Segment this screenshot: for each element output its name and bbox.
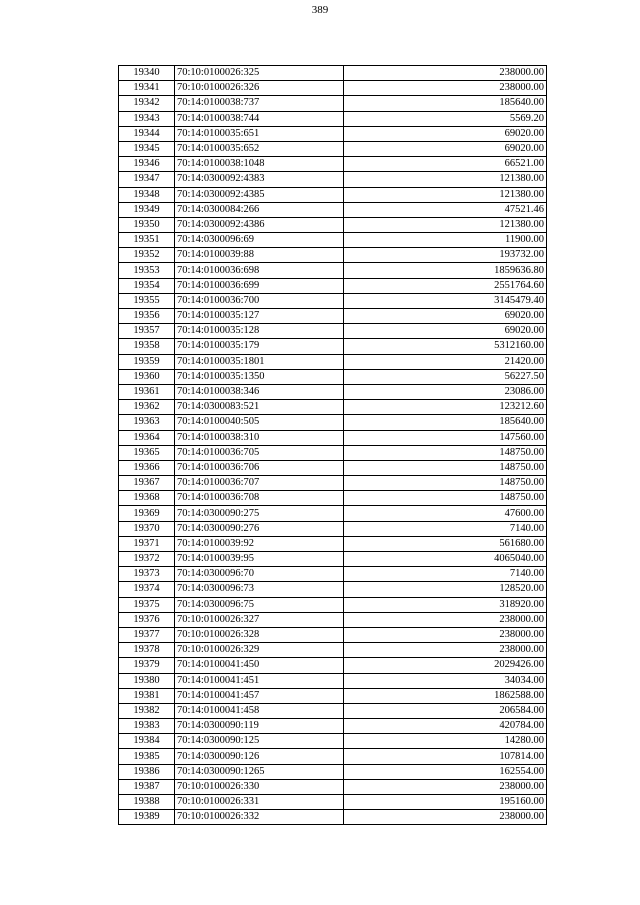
value-cell: 7140.00 (344, 567, 547, 582)
table-row (119, 430, 547, 445)
row-number-cell: 19358 (119, 339, 175, 354)
row-number-cell: 19362 (119, 400, 175, 415)
value-cell: 69020.00 (344, 309, 547, 324)
value-cell: 148750.00 (344, 476, 547, 491)
table-row (119, 521, 547, 536)
cadastral-number-cell: 70:10:0100026:325 (175, 66, 344, 81)
value-cell: 4065040.00 (344, 552, 547, 567)
table-row (119, 506, 547, 521)
row-number-cell: 19356 (119, 309, 175, 324)
row-number-cell: 19345 (119, 141, 175, 156)
row-number-cell: 19350 (119, 217, 175, 232)
table-row (119, 354, 547, 369)
row-number-cell: 19347 (119, 172, 175, 187)
value-cell: 2551764.60 (344, 278, 547, 293)
table-row (119, 658, 547, 673)
cadastral-number-cell: 70:14:0100040:505 (175, 415, 344, 430)
row-number-cell: 19379 (119, 658, 175, 673)
cadastral-number-cell: 70:10:0100026:331 (175, 795, 344, 810)
cadastral-number-cell: 70:14:0300096:73 (175, 582, 344, 597)
value-cell: 148750.00 (344, 460, 547, 475)
table-row (119, 476, 547, 491)
row-number-cell: 19386 (119, 764, 175, 779)
cadastral-number-cell: 70:14:0300092:4385 (175, 187, 344, 202)
cadastral-number-cell: 70:14:0100036:700 (175, 293, 344, 308)
row-number-cell: 19365 (119, 445, 175, 460)
row-number-cell: 19340 (119, 66, 175, 81)
table-row (119, 141, 547, 156)
row-number-cell: 19369 (119, 506, 175, 521)
table-row (119, 217, 547, 232)
row-number-cell: 19346 (119, 157, 175, 172)
table-row (119, 263, 547, 278)
table-row (119, 703, 547, 718)
value-cell: 561680.00 (344, 536, 547, 551)
value-cell: 148750.00 (344, 445, 547, 460)
cadastral-number-cell: 70:14:0100038:744 (175, 111, 344, 126)
table-row (119, 369, 547, 384)
row-number-cell: 19363 (119, 415, 175, 430)
table-row (119, 172, 547, 187)
value-cell: 69020.00 (344, 324, 547, 339)
cadastral-number-cell: 70:14:0100041:451 (175, 673, 344, 688)
cadastral-number-cell: 70:14:0100036:699 (175, 278, 344, 293)
table-row (119, 126, 547, 141)
value-cell: 318920.00 (344, 597, 547, 612)
row-number-cell: 19383 (119, 719, 175, 734)
value-cell: 5569.20 (344, 111, 547, 126)
cadastral-number-cell: 70:14:0100039:88 (175, 248, 344, 263)
value-cell: 69020.00 (344, 126, 547, 141)
row-number-cell: 19352 (119, 248, 175, 263)
value-cell: 3145479.40 (344, 293, 547, 308)
cadastral-number-cell: 70:14:0300090:126 (175, 749, 344, 764)
cadastral-number-cell: 70:14:0300096:69 (175, 233, 344, 248)
row-number-cell: 19349 (119, 202, 175, 217)
table-row (119, 810, 547, 825)
cadastral-number-cell: 70:10:0100026:327 (175, 612, 344, 627)
row-number-cell: 19373 (119, 567, 175, 582)
value-cell: 14280.00 (344, 734, 547, 749)
table-row (119, 795, 547, 810)
cadastral-number-cell: 70:14:0100035:179 (175, 339, 344, 354)
cadastral-number-cell: 70:14:0100041:457 (175, 688, 344, 703)
table-row (119, 415, 547, 430)
value-cell: 23086.00 (344, 384, 547, 399)
table-row (119, 627, 547, 642)
value-cell: 238000.00 (344, 779, 547, 794)
value-cell: 238000.00 (344, 810, 547, 825)
cadastral-number-cell: 70:14:0300092:4383 (175, 172, 344, 187)
cadastral-number-cell: 70:14:0100035:1350 (175, 369, 344, 384)
value-cell: 121380.00 (344, 217, 547, 232)
table-row (119, 673, 547, 688)
value-cell: 21420.00 (344, 354, 547, 369)
table-row (119, 157, 547, 172)
table-row (119, 491, 547, 506)
table-row (119, 734, 547, 749)
row-number-cell: 19366 (119, 460, 175, 475)
row-number-cell: 19384 (119, 734, 175, 749)
row-number-cell: 19368 (119, 491, 175, 506)
table-row (119, 324, 547, 339)
value-cell: 185640.00 (344, 415, 547, 430)
cadastral-number-cell: 70:14:0100036:706 (175, 460, 344, 475)
row-number-cell: 19354 (119, 278, 175, 293)
row-number-cell: 19378 (119, 643, 175, 658)
row-number-cell: 19380 (119, 673, 175, 688)
cadastral-number-cell: 70:14:0300090:125 (175, 734, 344, 749)
cadastral-number-cell: 70:14:0300084:266 (175, 202, 344, 217)
cadastral-number-cell: 70:14:0100041:450 (175, 658, 344, 673)
cadastral-number-cell: 70:14:0100038:310 (175, 430, 344, 445)
value-cell: 7140.00 (344, 521, 547, 536)
value-cell: 66521.00 (344, 157, 547, 172)
value-cell: 147560.00 (344, 430, 547, 445)
value-cell: 193732.00 (344, 248, 547, 263)
value-cell: 238000.00 (344, 627, 547, 642)
cadastral-number-cell: 70:14:0100036:705 (175, 445, 344, 460)
value-cell: 121380.00 (344, 187, 547, 202)
row-number-cell: 19389 (119, 810, 175, 825)
row-number-cell: 19371 (119, 536, 175, 551)
table-row (119, 582, 547, 597)
cadastral-number-cell: 70:14:0300090:276 (175, 521, 344, 536)
value-cell: 206584.00 (344, 703, 547, 718)
value-cell: 47600.00 (344, 506, 547, 521)
table-row (119, 81, 547, 96)
row-number-cell: 19367 (119, 476, 175, 491)
cadastral-number-cell: 70:14:0300092:4386 (175, 217, 344, 232)
table-row (119, 400, 547, 415)
table-row (119, 552, 547, 567)
cadastral-number-cell: 70:14:0100035:128 (175, 324, 344, 339)
table-row (119, 643, 547, 658)
table-row (119, 66, 547, 81)
table-row (119, 749, 547, 764)
value-cell: 162554.00 (344, 764, 547, 779)
table-row (119, 688, 547, 703)
value-cell: 238000.00 (344, 81, 547, 96)
cadastral-number-cell: 70:14:0100038:737 (175, 96, 344, 111)
cadastral-number-cell: 70:14:0100035:1801 (175, 354, 344, 369)
row-number-cell: 19353 (119, 263, 175, 278)
cadastral-number-cell: 70:14:0300090:275 (175, 506, 344, 521)
cadastral-number-cell: 70:10:0100026:330 (175, 779, 344, 794)
value-cell: 107814.00 (344, 749, 547, 764)
value-cell: 69020.00 (344, 141, 547, 156)
value-cell: 128520.00 (344, 582, 547, 597)
row-number-cell: 19382 (119, 703, 175, 718)
cadastral-number-cell: 70:14:0300090:1265 (175, 764, 344, 779)
row-number-cell: 19385 (119, 749, 175, 764)
table-row (119, 187, 547, 202)
value-cell: 148750.00 (344, 491, 547, 506)
value-cell: 56227.50 (344, 369, 547, 384)
value-cell: 5312160.00 (344, 339, 547, 354)
table-row (119, 460, 547, 475)
cadastral-number-cell: 70:14:0300096:75 (175, 597, 344, 612)
row-number-cell: 19381 (119, 688, 175, 703)
value-cell: 11900.00 (344, 233, 547, 248)
table-row (119, 764, 547, 779)
value-cell: 238000.00 (344, 612, 547, 627)
row-number-cell: 19370 (119, 521, 175, 536)
value-cell: 195160.00 (344, 795, 547, 810)
row-number-cell: 19351 (119, 233, 175, 248)
row-number-cell: 19377 (119, 627, 175, 642)
cadastral-number-cell: 70:14:0100036:708 (175, 491, 344, 506)
row-number-cell: 19360 (119, 369, 175, 384)
row-number-cell: 19344 (119, 126, 175, 141)
row-number-cell: 19359 (119, 354, 175, 369)
row-number-cell: 19376 (119, 612, 175, 627)
row-number-cell: 19388 (119, 795, 175, 810)
cadastral-number-cell: 70:14:0300083:521 (175, 400, 344, 415)
row-number-cell: 19372 (119, 552, 175, 567)
value-cell: 47521.46 (344, 202, 547, 217)
registry-table (118, 65, 547, 825)
table-row (119, 293, 547, 308)
value-cell: 1862588.00 (344, 688, 547, 703)
cadastral-number-cell: 70:10:0100026:328 (175, 627, 344, 642)
cadastral-number-cell: 70:14:0100041:458 (175, 703, 344, 718)
cadastral-number-cell: 70:14:0300090:119 (175, 719, 344, 734)
value-cell: 185640.00 (344, 96, 547, 111)
cadastral-number-cell: 70:10:0100026:332 (175, 810, 344, 825)
table-row (119, 111, 547, 126)
cadastral-number-cell: 70:10:0100026:329 (175, 643, 344, 658)
row-number-cell: 19355 (119, 293, 175, 308)
cadastral-number-cell: 70:14:0100035:651 (175, 126, 344, 141)
value-cell: 123212.60 (344, 400, 547, 415)
table-row (119, 248, 547, 263)
table-row (119, 96, 547, 111)
value-cell: 238000.00 (344, 643, 547, 658)
row-number-cell: 19364 (119, 430, 175, 445)
table-row (119, 719, 547, 734)
cadastral-number-cell: 70:14:0100038:1048 (175, 157, 344, 172)
page-number: 389 (311, 4, 329, 16)
table-row (119, 612, 547, 627)
row-number-cell: 19343 (119, 111, 175, 126)
row-number-cell: 19361 (119, 384, 175, 399)
value-cell: 238000.00 (344, 66, 547, 81)
cadastral-number-cell: 70:14:0300096:70 (175, 567, 344, 582)
table-row (119, 445, 547, 460)
value-cell: 2029426.00 (344, 658, 547, 673)
registry-table-body (119, 66, 547, 825)
row-number-cell: 19357 (119, 324, 175, 339)
row-number-cell: 19374 (119, 582, 175, 597)
table-row (119, 202, 547, 217)
row-number-cell: 19375 (119, 597, 175, 612)
table-row (119, 567, 547, 582)
cadastral-number-cell: 70:14:0100035:652 (175, 141, 344, 156)
row-number-cell: 19387 (119, 779, 175, 794)
table-row (119, 339, 547, 354)
cadastral-number-cell: 70:14:0100036:698 (175, 263, 344, 278)
table-row (119, 233, 547, 248)
table-row (119, 779, 547, 794)
cadastral-number-cell: 70:10:0100026:326 (175, 81, 344, 96)
value-cell: 1859636.80 (344, 263, 547, 278)
row-number-cell: 19342 (119, 96, 175, 111)
row-number-cell: 19348 (119, 187, 175, 202)
table-row (119, 384, 547, 399)
cadastral-number-cell: 70:14:0100038:346 (175, 384, 344, 399)
cadastral-number-cell: 70:14:0100036:707 (175, 476, 344, 491)
table-row (119, 278, 547, 293)
value-cell: 34034.00 (344, 673, 547, 688)
value-cell: 420784.00 (344, 719, 547, 734)
table-row (119, 536, 547, 551)
row-number-cell: 19341 (119, 81, 175, 96)
cadastral-number-cell: 70:14:0100039:95 (175, 552, 344, 567)
cadastral-number-cell: 70:14:0100035:127 (175, 309, 344, 324)
table-row (119, 309, 547, 324)
cadastral-number-cell: 70:14:0100039:92 (175, 536, 344, 551)
value-cell: 121380.00 (344, 172, 547, 187)
table-row (119, 597, 547, 612)
